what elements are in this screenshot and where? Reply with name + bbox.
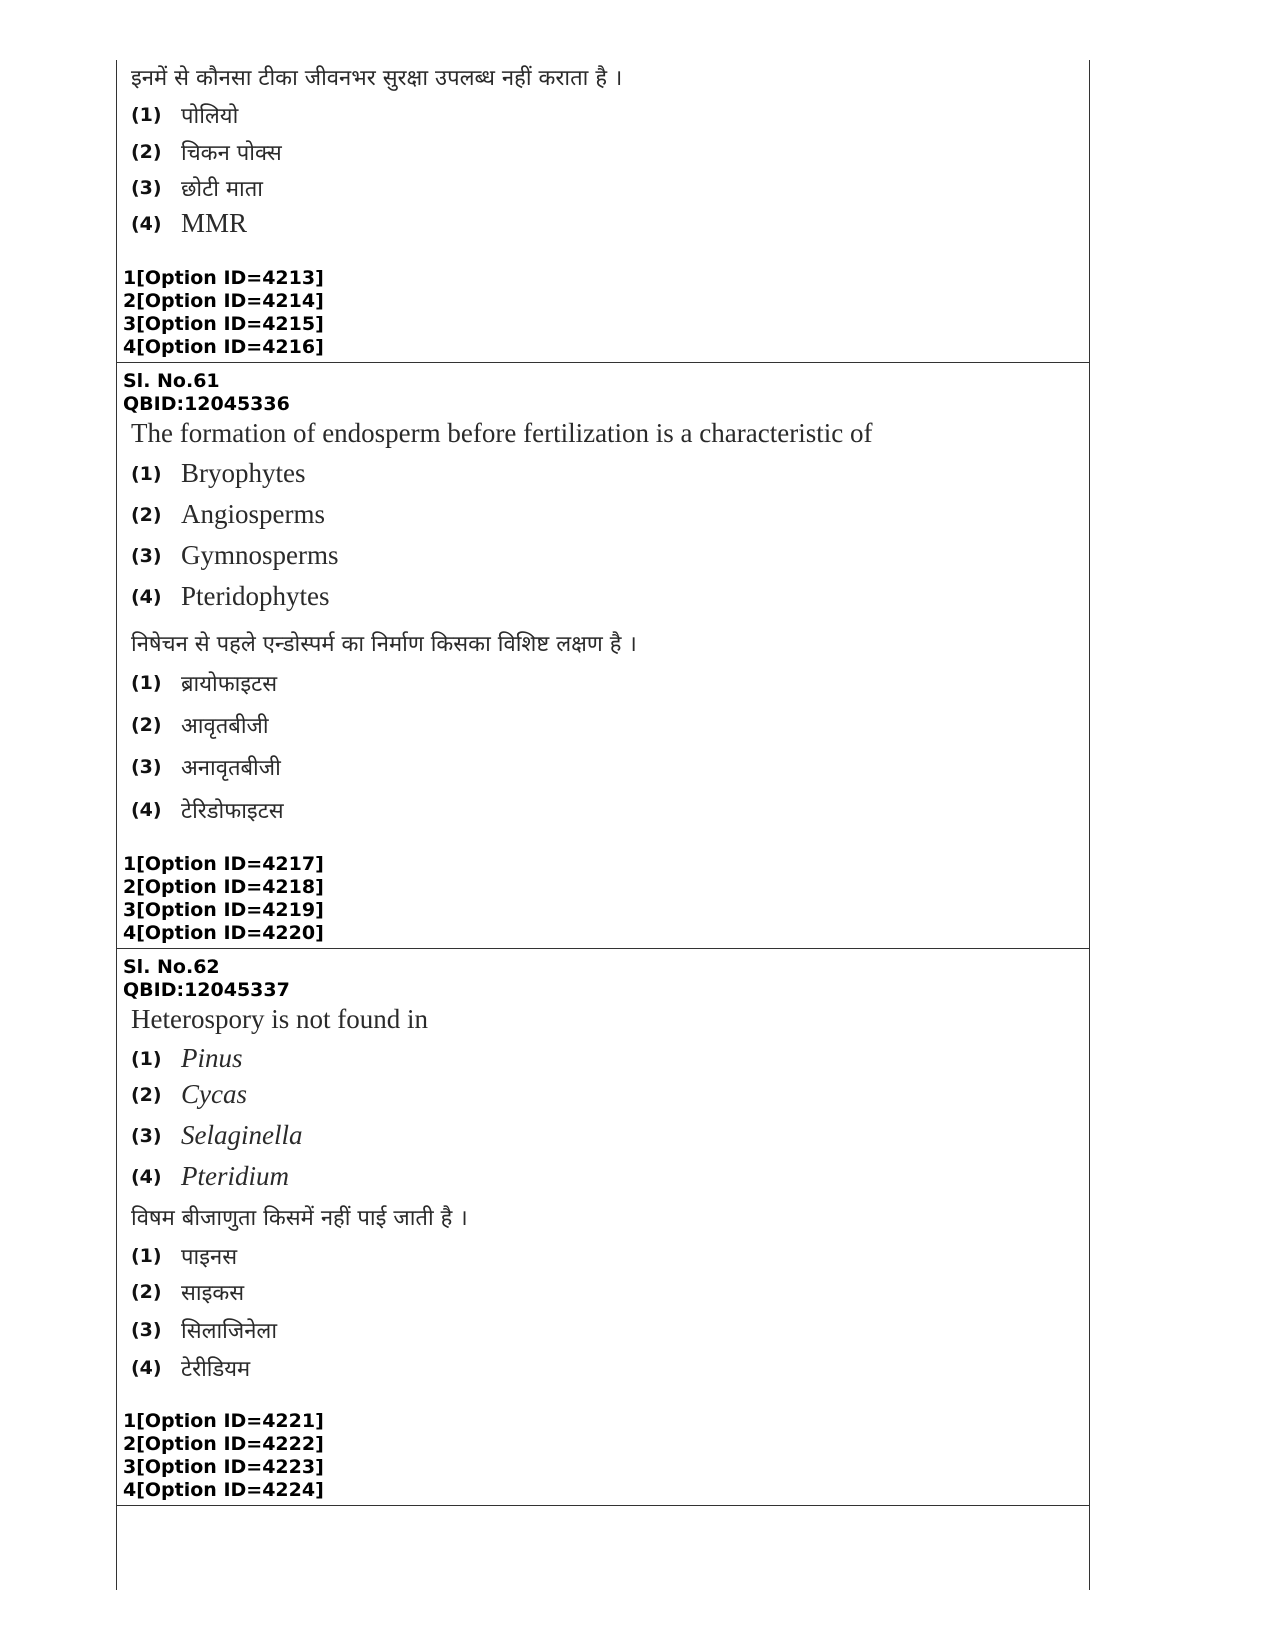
option-number: (3) [131,544,162,567]
option-number: (3) [131,1319,162,1341]
question-61-option-1-hindi [131,668,277,702]
question-61-text-hindi: निषेचन से पहले एन्डोस्पर्म का निर्माण किसका विशिष्ट लक्षण है । [131,632,637,657]
question-62-option-1-english [131,1043,243,1077]
question-61-option-2-hindi [131,710,269,744]
option-text: टेरिडोफाइटस [181,799,284,824]
option-id-line: 4[Option ID=4216] [123,336,324,358]
question-61-option-2-english [131,499,325,533]
option-text: टेरीडियम [181,1357,251,1382]
option-id-line: 1[Option ID=4221] [123,1410,324,1432]
question-62-header [123,956,290,1002]
option-id-line: 1[Option ID=4213] [123,267,324,289]
question-62-option-4-english [131,1161,289,1195]
option-number: (4) [131,212,162,235]
option-text: चिकन पोक्स [181,141,282,166]
option-text: Selaginella [181,1120,303,1150]
question-61-option-ids [123,853,324,945]
option-id-line: 4[Option ID=4224] [123,1479,324,1501]
option-number: (1) [131,1245,162,1267]
option-id-line: 3[Option ID=4215] [123,313,324,335]
option-number: (3) [131,177,162,199]
serial-number: Sl. No.61 [123,370,220,392]
option-text: MMR [181,208,248,238]
option-text: Pinus [181,1043,243,1073]
question-61-option-4-english [131,581,330,615]
question-61-option-3-english [131,540,339,574]
question-62-option-3-english [131,1120,302,1154]
option-text: छोटी माता [181,177,263,202]
option-id-line: 4[Option ID=4220] [123,922,324,944]
question-60-option-3-hindi [131,173,263,207]
option-number: (1) [131,462,162,485]
question-60-option-ids [123,267,324,359]
option-text: साइकस [181,1281,245,1306]
section-divider [117,1505,1089,1506]
option-id-line: 2[Option ID=4218] [123,876,324,898]
question-60-option-2-hindi [131,137,282,171]
option-text: Pteridophytes [181,581,330,611]
option-number: (4) [131,1165,162,1188]
option-number: (2) [131,714,162,736]
question-62-option-ids [123,1410,324,1502]
section-divider [117,948,1089,949]
question-62-option-1-hindi [131,1241,237,1275]
question-60-option-1-hindi [131,100,238,134]
question-61-option-1-english [131,458,306,492]
option-number: (4) [131,799,162,821]
question-62-option-3-hindi [131,1315,277,1349]
option-number: (1) [131,104,162,126]
option-id-line: 1[Option ID=4217] [123,853,324,875]
option-number: (2) [131,503,162,526]
option-text: Angiosperms [181,499,325,529]
question-62-option-2-hindi [131,1277,244,1311]
question-61-option-4-hindi [131,795,284,829]
option-text: Gymnosperms [181,540,339,570]
option-id-line: 3[Option ID=4219] [123,899,324,921]
option-number: (2) [131,1281,162,1303]
option-number: (1) [131,672,162,694]
question-paper-sheet [116,60,1090,1590]
option-text: अनावृतबीजी [181,756,281,781]
question-62-text-english: Heterospory is not found in [131,1004,428,1034]
question-60-option-4-hindi [131,208,247,242]
qbid: QBID:12045337 [123,979,290,1001]
option-text: पाइनस [181,1245,238,1270]
question-62-option-2-english [131,1079,247,1113]
option-text: ब्रायोफाइटस [181,672,278,697]
option-number: (2) [131,1083,162,1106]
option-text: Pteridium [181,1161,289,1191]
question-61-option-3-hindi [131,752,281,786]
option-text: पोलियो [181,104,239,129]
option-number: (3) [131,1124,162,1147]
question-61-header [123,370,290,416]
option-id-line: 3[Option ID=4223] [123,1456,324,1478]
option-id-line: 2[Option ID=4214] [123,290,324,312]
question-61-text-english: The formation of endosperm before fertilization is a characteristic of [131,418,873,448]
option-text: सिलाजिनेला [181,1319,278,1344]
section-divider [117,362,1089,363]
question-60-text-hindi: इनमें से कौनसा टीका जीवनभर सुरक्षा उपलब्ध नहीं कराता है । [131,66,623,91]
option-number: (3) [131,756,162,778]
option-text: Bryophytes [181,458,306,488]
option-number: (4) [131,585,162,608]
qbid: QBID:12045336 [123,393,290,415]
option-number: (1) [131,1047,162,1070]
option-id-line: 2[Option ID=4222] [123,1433,324,1455]
option-number: (4) [131,1357,162,1379]
question-62-text-hindi: विषम बीजाणुता किसमें नहीं पाई जाती है । [131,1206,468,1231]
option-number: (2) [131,141,162,163]
option-text: Cycas [181,1079,247,1109]
question-62-option-4-hindi [131,1353,250,1387]
option-text: आवृतबीजी [181,714,269,739]
serial-number: Sl. No.62 [123,956,220,978]
